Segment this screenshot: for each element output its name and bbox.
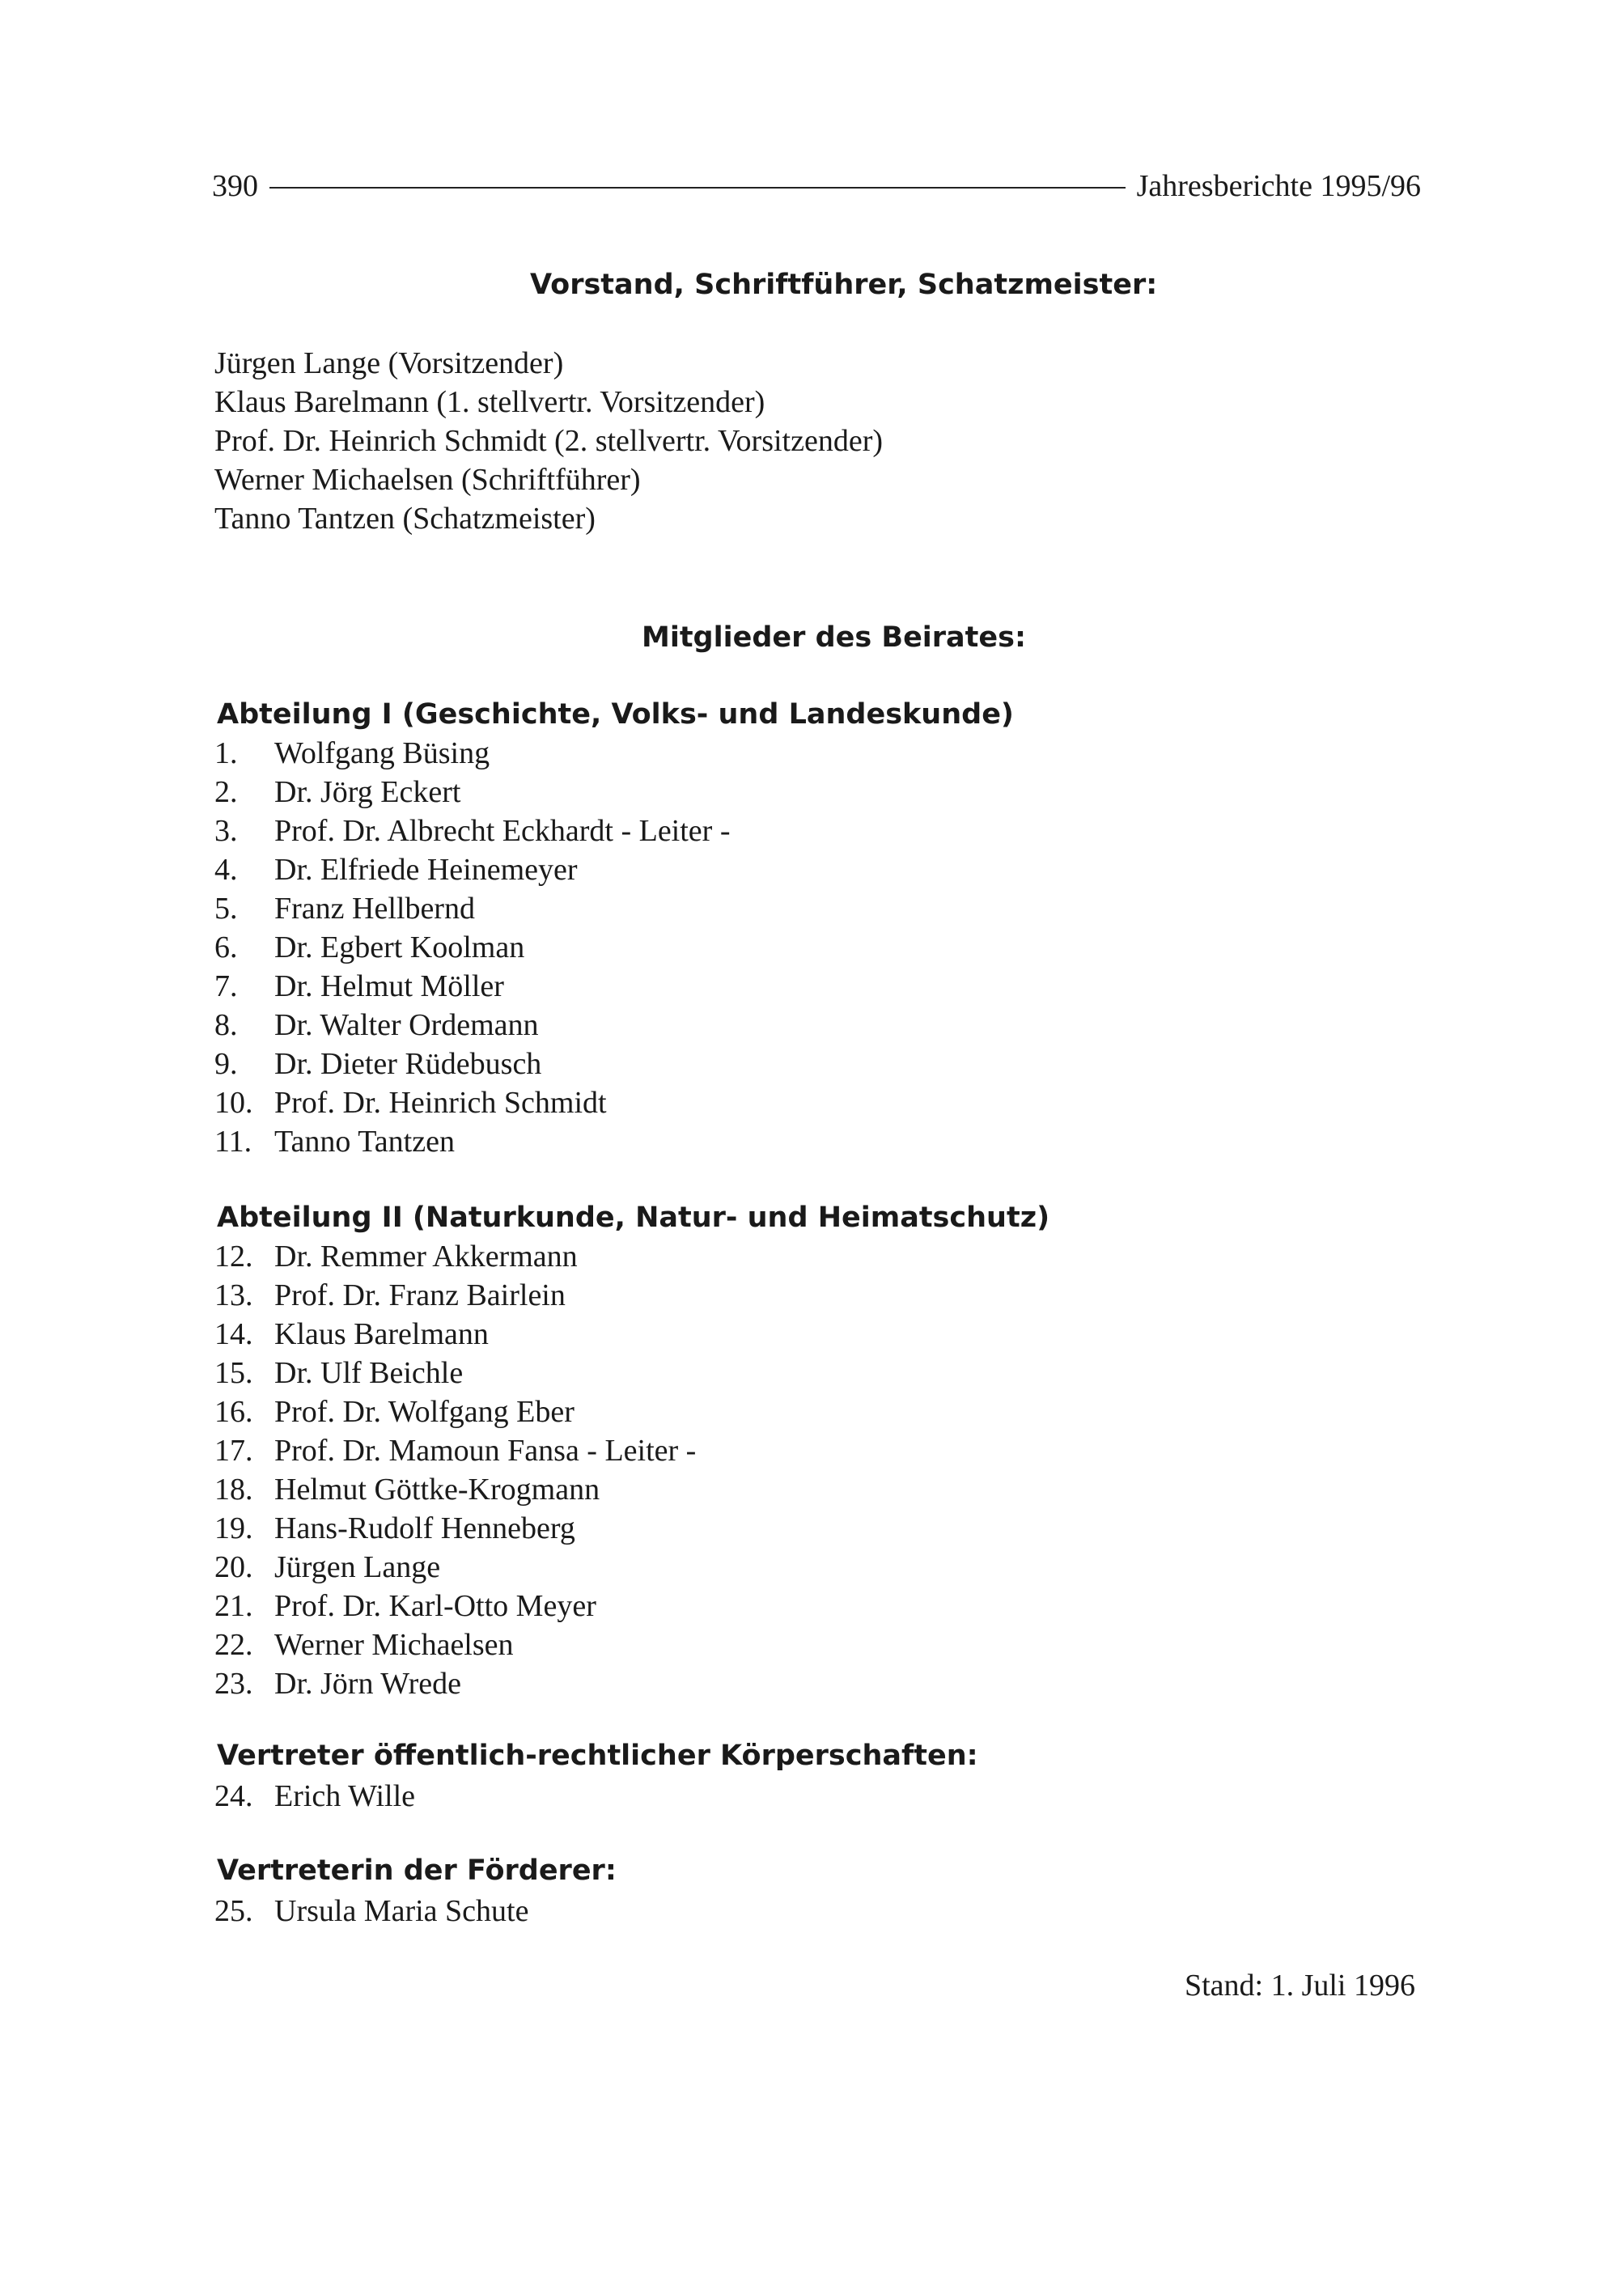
item-number: 20.	[214, 1550, 253, 1584]
item-number: 16.	[214, 1395, 253, 1429]
board-member: Prof. Dr. Heinrich Schmidt (2. stellvertr. Vorsitzender)	[214, 424, 883, 458]
member-name: Dr. Jörn Wrede	[274, 1667, 461, 1701]
list-item	[214, 889, 730, 928]
list-item	[214, 928, 730, 967]
board-heading: Vorstand, Schriftführer, Schatzmeister:	[530, 269, 1158, 301]
item-number: 19.	[214, 1511, 253, 1545]
item-number: 14.	[214, 1317, 253, 1351]
item-number: 2.	[214, 775, 238, 809]
list-item	[214, 1587, 696, 1625]
member-name: Dr. Dieter Rüdebusch	[274, 1047, 542, 1081]
header-rule	[269, 187, 1126, 189]
member-name: Ursula Maria Schute	[274, 1894, 529, 1928]
member-name: Wolfgang Büsing	[274, 736, 490, 770]
board-list	[214, 344, 883, 538]
dept1-heading: Abteilung I (Geschichte, Volks- und Landeskunde)	[217, 698, 1014, 731]
board-member: Klaus Barelmann (1. stellvertr. Vorsitzender)	[214, 385, 765, 419]
member-name: Dr. Egbert Koolman	[274, 930, 525, 964]
member-name: Dr. Helmut Möller	[274, 969, 504, 1003]
list-item	[214, 734, 730, 773]
item-number: 15.	[214, 1356, 253, 1390]
item-number: 10.	[214, 1086, 253, 1120]
dept2-heading: Abteilung II (Naturkunde, Natur- und Heimatschutz)	[217, 1202, 1050, 1234]
member-name: Prof. Dr. Mamoun Fansa - Leiter -	[274, 1434, 697, 1468]
public-bodies-heading: Vertreter öffentlich-rechtlicher Körperschaften:	[217, 1740, 978, 1772]
board-member: Jürgen Lange (Vorsitzender)	[214, 346, 564, 380]
list-item	[214, 1045, 730, 1083]
item-number: 17.	[214, 1434, 253, 1468]
member-name: Franz Hellbernd	[274, 892, 475, 926]
dept1-list	[214, 734, 730, 1161]
list-item	[214, 1315, 696, 1354]
member-name: Werner Michaelsen	[274, 1628, 514, 1662]
item-number: 5.	[214, 892, 238, 926]
board-member: Tanno Tantzen (Schatzmeister)	[214, 502, 596, 536]
member-name: Dr. Jörg Eckert	[274, 775, 461, 809]
list-item	[214, 967, 730, 1006]
list-item	[214, 1237, 696, 1276]
item-number: 4.	[214, 853, 238, 887]
list-item	[214, 812, 730, 850]
item-number: 8.	[214, 1008, 238, 1042]
sponsors-heading: Vertreterin der Förderer:	[217, 1854, 617, 1887]
list-item	[214, 1777, 415, 1816]
stand-date: Stand: 1. Juli 1996	[1184, 1969, 1415, 2003]
member-name: Erich Wille	[274, 1779, 415, 1813]
list-item	[214, 1122, 730, 1161]
running-title: Jahresberichte 1995/96	[1136, 169, 1421, 203]
public-bodies-list	[214, 1777, 415, 1816]
sponsors-list	[214, 1892, 528, 1931]
item-number: 13.	[214, 1278, 253, 1312]
member-name: Hans-Rudolf Henneberg	[274, 1511, 575, 1545]
item-number: 9.	[214, 1047, 238, 1081]
member-name: Prof. Dr. Albrecht Eckhardt - Leiter -	[274, 814, 731, 848]
item-number: 1.	[214, 736, 238, 770]
list-item	[214, 1354, 696, 1392]
list-item	[214, 1276, 696, 1315]
board-member: Werner Michaelsen (Schriftführer)	[214, 463, 641, 497]
item-number: 3.	[214, 814, 238, 848]
item-number: 21.	[214, 1589, 253, 1623]
running-header	[212, 162, 1421, 210]
item-number: 7.	[214, 969, 238, 1003]
list-item	[214, 1509, 696, 1548]
member-name: Prof. Dr. Karl-Otto Meyer	[274, 1589, 596, 1623]
item-number: 18.	[214, 1473, 253, 1507]
list-item	[214, 1664, 696, 1703]
item-number: 22.	[214, 1628, 253, 1662]
member-name: Jürgen Lange	[274, 1550, 441, 1584]
member-name: Prof. Dr. Wolfgang Eber	[274, 1395, 575, 1429]
list-item	[214, 773, 730, 812]
member-name: Dr. Remmer Akkermann	[274, 1240, 578, 1274]
member-name: Dr. Walter Ordemann	[274, 1008, 539, 1042]
list-item	[214, 1006, 730, 1045]
member-name: Klaus Barelmann	[274, 1317, 489, 1351]
page-number: 390	[212, 169, 258, 203]
advisory-heading: Mitglieder des Beirates:	[642, 621, 1026, 654]
item-number: 23.	[214, 1667, 253, 1701]
list-item	[214, 1625, 696, 1664]
member-name: Dr. Elfriede Heinemeyer	[274, 853, 578, 887]
member-name: Helmut Göttke-Krogmann	[274, 1473, 600, 1507]
list-item	[214, 1892, 528, 1931]
list-item	[214, 1083, 730, 1122]
list-item	[214, 850, 730, 889]
list-item	[214, 1548, 696, 1587]
member-name: Tanno Tantzen	[274, 1125, 455, 1159]
item-number: 12.	[214, 1240, 253, 1274]
item-number: 6.	[214, 930, 238, 964]
list-item	[214, 1431, 696, 1470]
item-number: 25.	[214, 1894, 253, 1928]
list-item	[214, 1392, 696, 1431]
item-number: 11.	[214, 1125, 252, 1159]
member-name: Dr. Ulf Beichle	[274, 1356, 464, 1390]
item-number: 24.	[214, 1779, 253, 1813]
list-item	[214, 1470, 696, 1509]
member-name: Prof. Dr. Franz Bairlein	[274, 1278, 566, 1312]
member-name: Prof. Dr. Heinrich Schmidt	[274, 1086, 607, 1120]
dept2-list	[214, 1237, 696, 1703]
